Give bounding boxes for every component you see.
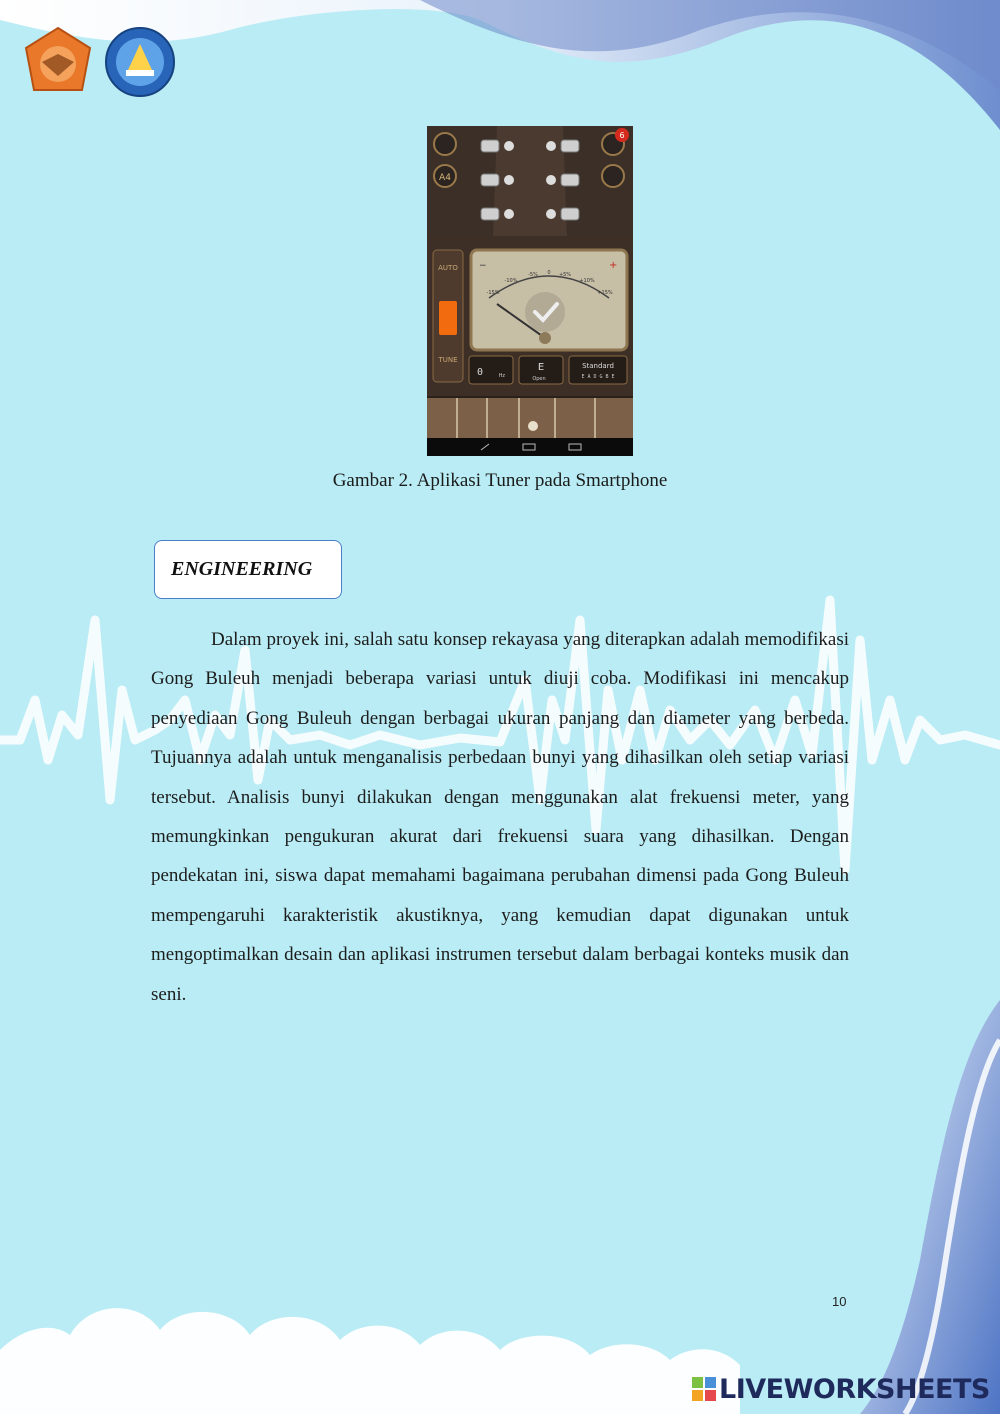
liveworksheets-brand[interactable] xyxy=(692,1371,990,1407)
scale-label: -15% xyxy=(486,290,500,296)
tuner-app-screenshot xyxy=(427,126,633,456)
plus-sign: + xyxy=(609,260,618,271)
scale-label: -10% xyxy=(504,278,518,284)
a4-button: A4 xyxy=(439,173,451,183)
paragraph-text: Dalam proyek ini, salah satu konsep rekayasa yang diterapkan adalah memodifikasi Gong Buleuh menjadi beberapa variasi untuk diuji coba. Modifikasi ini mencakup penyediaan Gong Buleuh dengan berbagai ukuran panjang dan diameter yang berbeda. Tujuannya adalah untuk menganalisis perbedaan bunyi yang dihasilkan oleh setiap variasi tersebut. Analisis bunyi dilakukan dengan menggunakan alat frekuensi meter, yang memungkinkan pengukuran akurat dari frekuensi suara yang dihasilkan. Dengan pendekatan ini, siswa dapat memahami bagaimana perubahan dimensi pada Gong Buleuh mempengaruhi karakteristik akustiknya, yang kemudian dapat digunakan untuk mengoptimalkan desain dan aplikasi instrumen tersebut dalam berbagai konteks musik dan seni. xyxy=(151,629,849,1005)
section-heading-box xyxy=(154,540,342,599)
body-paragraph xyxy=(151,620,849,1014)
scale-label: +5% xyxy=(558,272,572,278)
tuning-name: Standard xyxy=(582,362,614,370)
scale-label: +15% xyxy=(597,290,613,296)
page-number: 10 xyxy=(832,1294,847,1309)
liveworksheets-logo-icon xyxy=(692,1377,716,1401)
minus-sign: − xyxy=(479,261,487,271)
scale-label: +10% xyxy=(579,278,595,284)
hz-value: 0 xyxy=(477,367,484,378)
hz-unit: Hz xyxy=(498,373,505,379)
tune-label: TUNE xyxy=(438,356,458,364)
scale-label: 0 xyxy=(547,270,551,276)
figure-caption: Gambar 2. Aplikasi Tuner pada Smartphone xyxy=(332,470,668,491)
university-logo xyxy=(22,26,94,98)
notification-badge: 6 xyxy=(619,131,625,140)
tuning-notes: E A D G B E xyxy=(581,374,615,380)
auto-label: AUTO xyxy=(438,264,458,272)
scale-label: -5% xyxy=(528,272,538,278)
tut-wuri-handayani-logo xyxy=(104,26,176,98)
section-title: ENGINEERING xyxy=(171,558,313,580)
note-value: E xyxy=(537,362,545,373)
note-sub: Open xyxy=(532,376,546,382)
liveworksheets-wordmark: LIVEWORKSHEETS xyxy=(719,1373,990,1405)
